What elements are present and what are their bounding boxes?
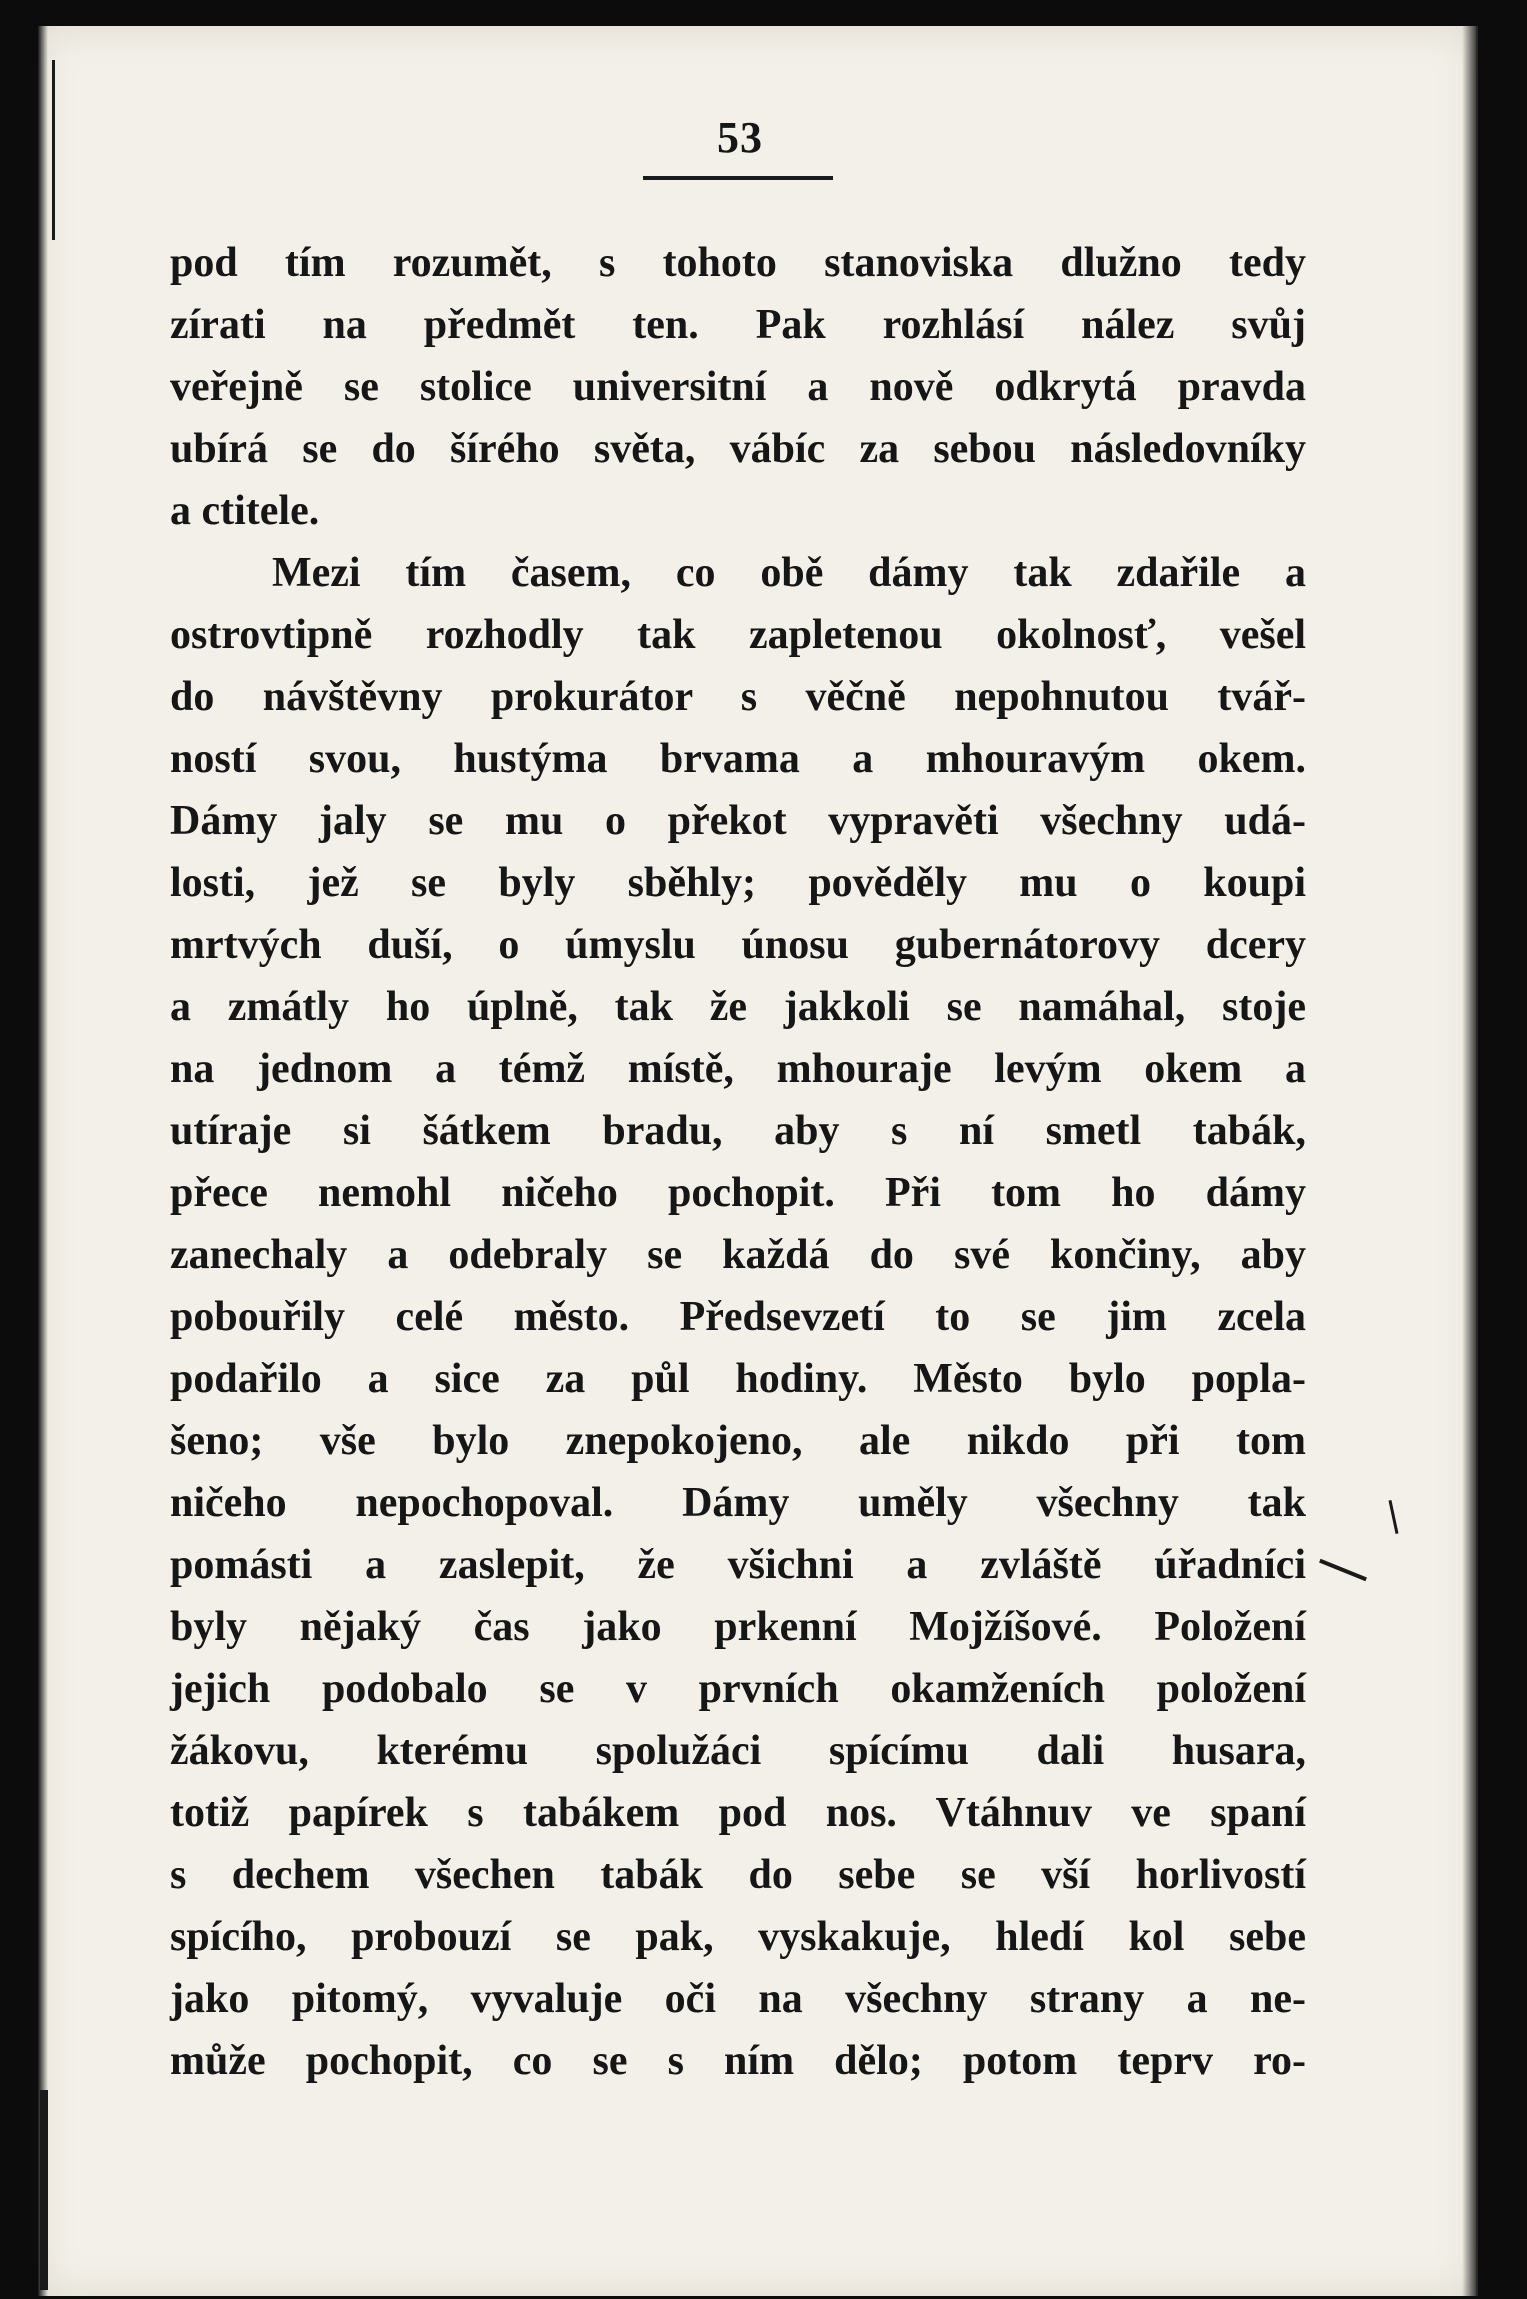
- text-line: podařilo a sice za půl hodiny. Město bylo popla-: [170, 1356, 1306, 1402]
- text-line: ností svou, hustýma brvama a mhouravým okem.: [170, 736, 1306, 782]
- text-line: s dechem všechen tabák do sebe se vší horlivostí: [170, 1852, 1306, 1898]
- text-line: pomásti a zaslepit, že všichni a zvláště úřadníci: [170, 1542, 1306, 1588]
- text-line: a zmátly ho úplně, tak že jakkoli se namáhal, stoje: [170, 984, 1306, 1030]
- text-line: Dámy jaly se mu o překot vypravěti všechny udá-: [170, 798, 1306, 844]
- text-line: spícího, probouzí se pak, vyskakuje, hledí kol sebe: [170, 1914, 1306, 1960]
- text-line: losti, jež se byly sběhly; pověděly mu o koupi: [170, 860, 1306, 906]
- text-line: byly nějaký čas jako prkenní Mojžíšové. Položení: [170, 1604, 1306, 1650]
- text-line: ničeho nepochopoval. Dámy uměly všechny tak: [170, 1480, 1306, 1526]
- text-line: pobouřily celé město. Předsevzetí to se jim zcela: [170, 1294, 1306, 1340]
- text-line: Mezi tím časem, co obě dámy tak zdařile a: [272, 550, 1306, 596]
- page-number-rule: [643, 176, 833, 180]
- text-line: totiž papírek s tabákem pod nos. Vtáhnuv ve spaní: [170, 1790, 1306, 1836]
- text-line: jejich podobalo se v prvních okamženích položení: [170, 1666, 1306, 1712]
- page-left-edge-shadow: [38, 26, 48, 2296]
- text-line: zanechaly a odebraly se každá do své končiny, aby: [170, 1232, 1306, 1278]
- text-line: a ctitele.: [170, 488, 320, 534]
- page-number: 53: [717, 113, 763, 162]
- text-line: mrtvých duší, o úmyslu únosu gubernátorovy dcery: [170, 922, 1306, 968]
- page-right-edge-shadow: [1462, 26, 1478, 2296]
- text-line: ubírá se do šírého světa, vábíc za sebou následovníky: [170, 426, 1306, 472]
- text-line: přece nemohl ničeho pochopit. Při tom ho dámy: [170, 1170, 1306, 1216]
- text-line: jako pitomý, vyvaluje oči na všechny strany a ne-: [170, 1976, 1306, 2022]
- body-text: [170, 232, 1306, 2092]
- text-line: pod tím rozumět, s tohoto stanoviska dlužno tedy: [170, 240, 1306, 286]
- text-line: na jednom a témž místě, mhouraje levým okem a: [170, 1046, 1306, 1092]
- text-line: do návštěvny prokurátor s věčně nepohnutou tvář-: [170, 674, 1306, 720]
- margin-mark: [40, 2090, 48, 2290]
- text-line: může pochopit, co se s ním dělo; potom teprv ro-: [170, 2038, 1306, 2084]
- text-line: zírati na předmět ten. Pak rozhlásí nález svůj: [170, 302, 1306, 348]
- text-line: žákovu, kterému spolužáci spícímu dali husara,: [170, 1728, 1306, 1774]
- text-line: veřejně se stolice universitní a nově odkrytá pravda: [170, 364, 1306, 410]
- text-line: šeno; vše bylo znepokojeno, ale nikdo při tom: [170, 1418, 1306, 1464]
- text-line: utíraje si šátkem bradu, aby s ní smetl tabák,: [170, 1108, 1306, 1154]
- text-line: ostrovtipně rozhodly tak zapletenou okolnosť, vešel: [170, 612, 1306, 658]
- margin-mark: [52, 60, 55, 240]
